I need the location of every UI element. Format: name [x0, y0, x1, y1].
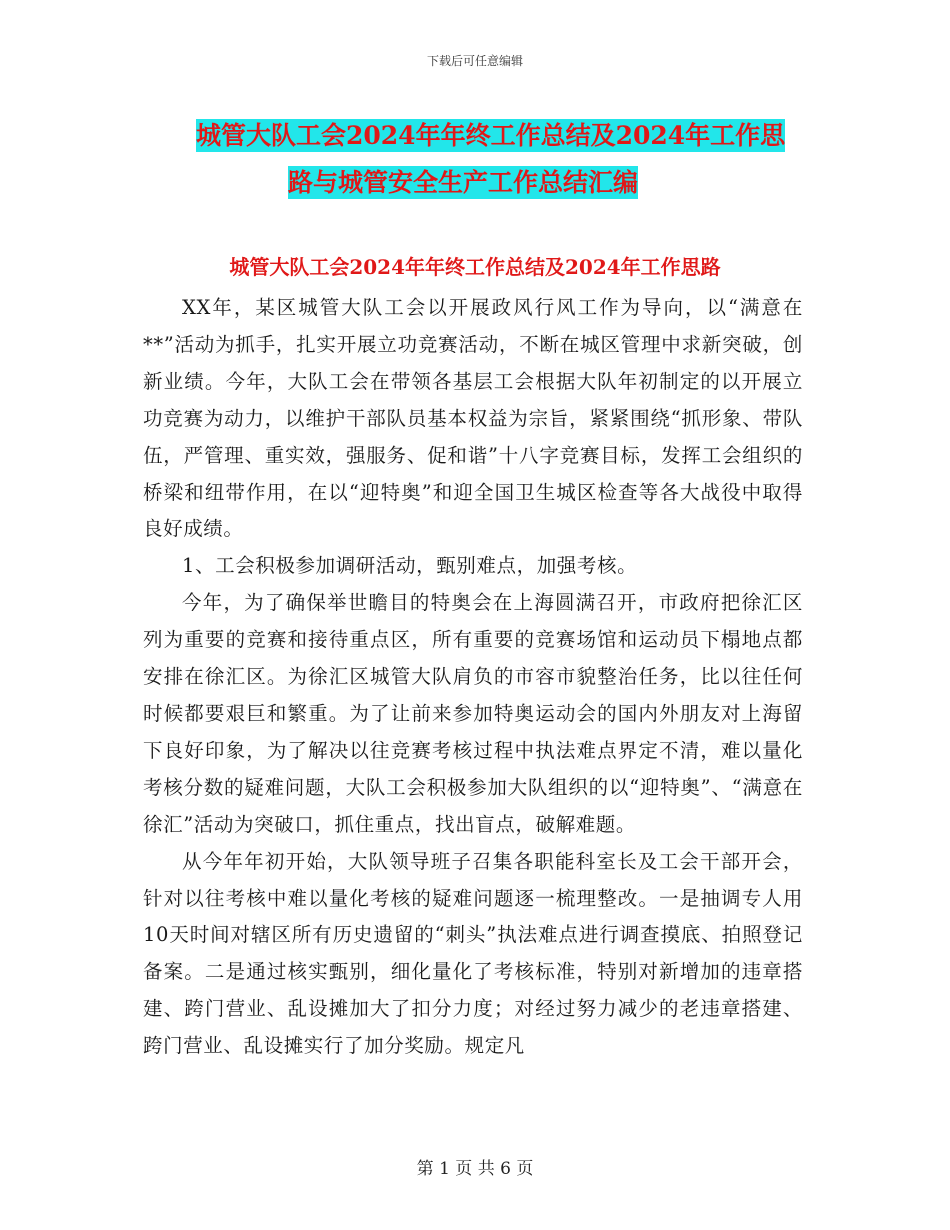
document-title: [196, 112, 806, 206]
body-text: [143, 290, 803, 1065]
title-line-1: 城管大队工会2024年年终工作总结及2024年工作思: [196, 121, 786, 150]
page-footer: 第 1 页 共 6 页: [416, 1159, 534, 1179]
title-line-2: 路与城管安全生产工作总结汇编: [288, 168, 639, 197]
paragraph: 从今年年初开始，大队领导班子召集各职能科室长及工会干部开会，针对以往考核中难以量化考核的疑难问题逐一梳理整改。一是抽调专人用10天时间对辖区所有历史遗留的“刺头”执法难点进行调查摸底、拍照登记备案。二是通过核实甄别，细化量化了考核标准，特别对新增加的违章搭建、跨门营业、乱设摊加大了扣分力度；对经过努力减少的老违章搭建、跨门营业、乱设摊实行了加分奖励。规定凡: [143, 849, 803, 1058]
paragraph: 今年，为了确保举世瞻目的特奥会在上海圆满召开，市政府把徐汇区列为重要的竞赛和接待重点区，所有重要的竞赛场馆和运动员下榻地点都安排在徐汇区。为徐汇区城管大队肩负的市容市貌整治任务，比以往任何时候都要艰巨和繁重。为了让前来参加特奥运动会的国内外朋友对上海留下良好印象，为了解决以往竞赛考核过程中执法难点界定不清，难以量化考核分数的疑难问题，大队工会积极参加大队组织的以“迎特奥”、“满意在徐汇”活动为突破口，抓住重点，找出盲点，破解难题。: [143, 591, 803, 836]
header-note: 下载后可任意编辑: [426, 54, 523, 68]
section-title: 城管大队工会2024年年终工作总结及2024年工作思路: [229, 255, 721, 279]
paragraph: 1、工会积极参加调研活动，甄别难点，加强考核。: [182, 554, 638, 578]
paragraph: XX年，某区城管大队工会以开展政风行风工作为导向，以“满意在**”活动为抓手，扎实开展立功竞赛活动，不断在城区管理中求新突破，创新业绩。今年，大队工会在带领各基层工会根据大队年初制定的以开展立功竞赛为动力，以维护干部队员基本权益为宗旨，紧紧围绕“抓形象、带队伍，严管理、重实效，强服务、促和谐”十八字竞赛目标，发挥工会组织的桥梁和纽带作用，在以“迎特奥”和迎全国卫生城区检查等各大战役中取得良好成绩。: [143, 296, 803, 541]
